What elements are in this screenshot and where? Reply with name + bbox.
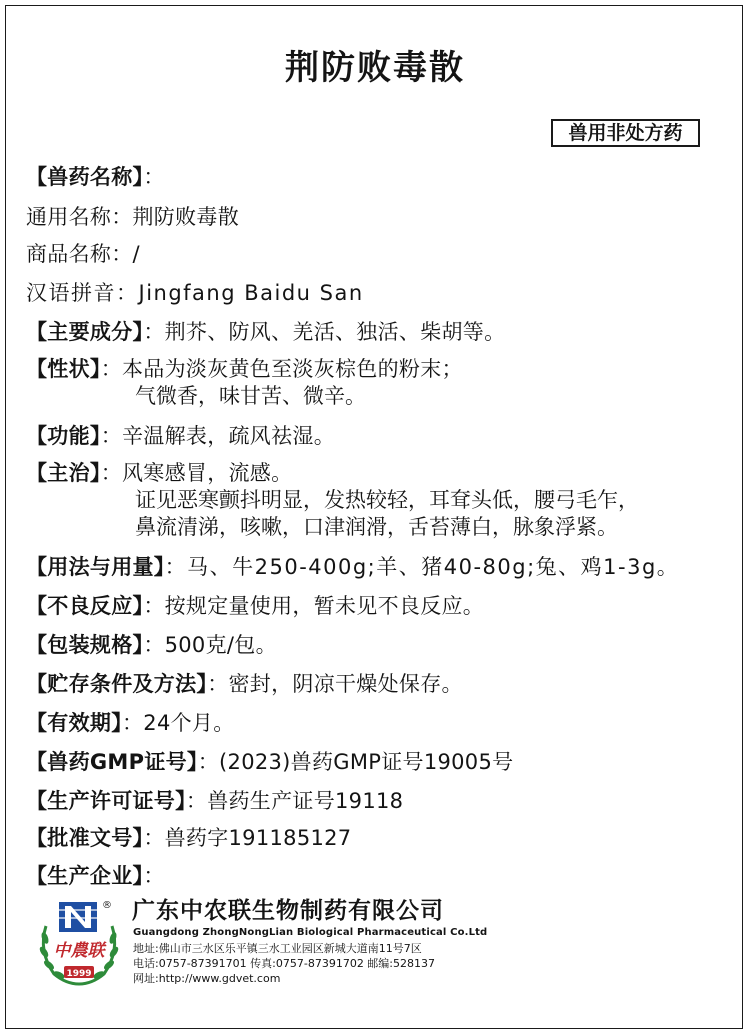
approval-row (26, 824, 351, 852)
logo-year: 1999 (66, 969, 92, 979)
gmp-row (26, 748, 513, 776)
name-sep: ： (143, 165, 165, 189)
indication-text-3: 鼻流清涕，咳嗽，口津润滑，舌苔薄白，脉象浮紧。 (135, 515, 618, 539)
dosage-row (26, 553, 679, 581)
character-label: 【性状】 (26, 357, 101, 381)
dosage-label: 【用法与用量】 (26, 555, 165, 579)
storage-row (26, 670, 463, 698)
registered-mark: ® (102, 900, 112, 911)
package-label: 【包装规格】 (26, 633, 144, 657)
function-label: 【功能】 (26, 424, 101, 448)
license-text: ：兽药生产证号19118 (185, 789, 404, 813)
storage-label: 【贮存条件及方法】 (26, 672, 208, 696)
gmp-text: ：(2023)兽药GMP证号19005号 (197, 750, 514, 774)
name-label: 【兽药名称】 (26, 165, 144, 189)
validity-row (26, 709, 235, 737)
maker-label: 【生产企业】 (26, 864, 144, 888)
logo-text: 中農联 (53, 941, 105, 961)
pinyin-row: 汉语拼音：Jingfang Baidu San (26, 281, 364, 305)
validity-label: 【有效期】 (26, 711, 122, 735)
gmp-label: 【兽药GMP证号】 (26, 750, 198, 774)
dosage-text: ：马、牛250-400g;羊、猪40-80g;兔、鸡1-3g。 (164, 555, 680, 579)
company-name-cn: 广东中农联生物制药有限公司 (132, 898, 444, 924)
approval-text: ：兽药字191185127 (143, 826, 352, 850)
ingredients-text: ：荆芥、防风、羌活、独活、柴胡等。 (143, 320, 506, 344)
company-website: 网址:http://www.gdvet.com (133, 972, 281, 985)
generic-name-row: 通用名称：荆防败毒散 (26, 205, 239, 229)
maker-row (26, 862, 165, 890)
otc-badge: 兽用非处方药 (551, 119, 700, 147)
package-text: ：500克/包。 (143, 633, 277, 657)
company-name-en: Guangdong ZhongNongLian Biological Pharmaceutical Co.Ltd (133, 927, 488, 938)
page-title: 荆防败毒散 (285, 48, 465, 88)
license-label: 【生产许可证号】 (26, 789, 186, 813)
indication-text-1: ：风寒感冒，流感。 (100, 461, 293, 485)
adverse-row (26, 592, 484, 620)
character-row (26, 355, 463, 383)
storage-text: ：密封，阴凉干燥处保存。 (207, 672, 463, 696)
n-emblem-icon (59, 902, 97, 932)
function-text: ：辛温解表，疏风祛湿。 (100, 424, 336, 448)
indication-text-2: 证见恶寒颤抖明显，发热较轻，耳耷头低，腰弓毛乍， (135, 488, 639, 512)
character-text-2: 气微香，味甘苦、微辛。 (135, 384, 366, 408)
function-row (26, 422, 335, 450)
approval-label: 【批准文号】 (26, 826, 144, 850)
package-row (26, 631, 277, 659)
company-address: 地址:佛山市三水区乐平镇三水工业园区新城大道南11号7区 (133, 942, 422, 955)
company-logo (36, 896, 122, 990)
indication-label: 【主治】 (26, 461, 101, 485)
trade-name-row: 商品名称：/ (26, 242, 140, 266)
license-row (26, 787, 403, 815)
indication-row (26, 459, 292, 487)
adverse-text: ：按规定量使用，暂未见不良反应。 (143, 594, 485, 618)
character-text-1: ：本品为淡灰黄色至淡灰棕色的粉末； (100, 357, 463, 381)
maker-sep: ： (143, 864, 165, 888)
ingredients-row (26, 318, 505, 346)
name-row (26, 163, 165, 191)
company-contact: 电话:0757-87391701 传真:0757-87391702 邮编:528137 (133, 957, 436, 970)
ingredients-label: 【主要成分】 (26, 320, 144, 344)
adverse-label: 【不良反应】 (26, 594, 144, 618)
validity-text: ：24个月。 (122, 711, 235, 735)
